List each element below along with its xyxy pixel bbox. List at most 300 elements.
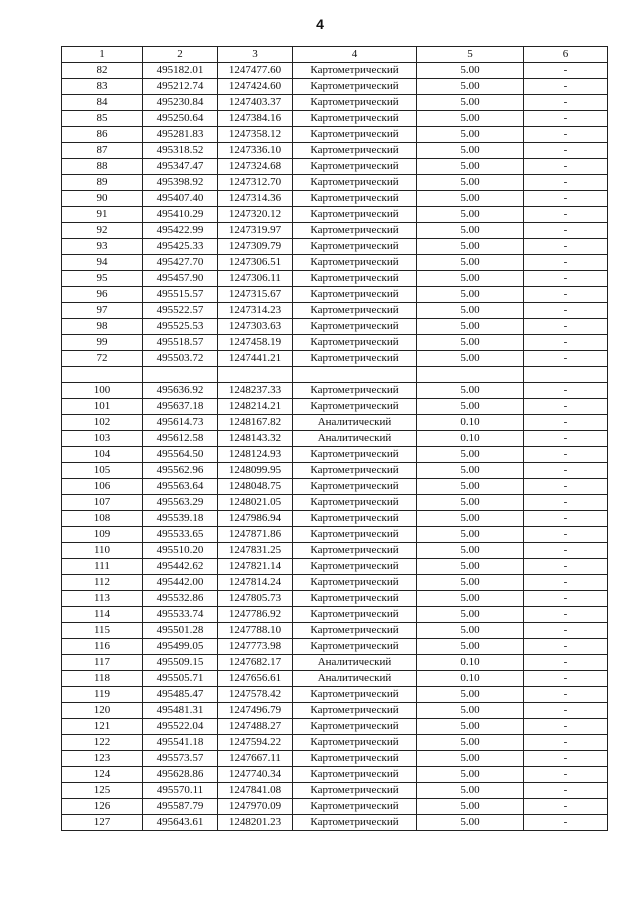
table-cell: 1247594.22: [218, 735, 293, 751]
table-cell: 495410.29: [143, 207, 218, 223]
table-cell: 125: [62, 783, 143, 799]
table-cell: Картометрический: [293, 191, 417, 207]
table-cell: 5.00: [417, 95, 524, 111]
table-cell: Картометрический: [293, 527, 417, 543]
table-cell: 95: [62, 271, 143, 287]
table-row: [62, 479, 608, 495]
table-cell: 495533.74: [143, 607, 218, 623]
table-cell: 495637.18: [143, 399, 218, 415]
table-cell: 5.00: [417, 463, 524, 479]
table-row: [62, 655, 608, 671]
table-cell: 0.10: [417, 655, 524, 671]
table-cell: 1247805.73: [218, 591, 293, 607]
table-cell: -: [524, 415, 608, 431]
table-row: [62, 335, 608, 351]
table-cell: 100: [62, 383, 143, 399]
table-cell: -: [524, 591, 608, 607]
table-cell: 5.00: [417, 527, 524, 543]
table-cell: Картометрический: [293, 719, 417, 735]
table-cell: 495212.74: [143, 79, 218, 95]
table-cell: Картометрический: [293, 495, 417, 511]
table-cell: 118: [62, 671, 143, 687]
table-cell: Аналитический: [293, 415, 417, 431]
table-cell: 1247788.10: [218, 623, 293, 639]
table-cell: -: [524, 287, 608, 303]
table-cell: 1247831.25: [218, 543, 293, 559]
table-row: [62, 607, 608, 623]
table-cell: -: [524, 239, 608, 255]
table-cell: 122: [62, 735, 143, 751]
table-row: [62, 543, 608, 559]
table-cell: 99: [62, 335, 143, 351]
table-cell: 5.00: [417, 495, 524, 511]
table-cell: 87: [62, 143, 143, 159]
column-header: 4: [293, 47, 417, 63]
table-cell: 5.00: [417, 335, 524, 351]
table-cell: [218, 367, 293, 383]
table-cell: 103: [62, 431, 143, 447]
table-cell: 495532.86: [143, 591, 218, 607]
table-cell: 124: [62, 767, 143, 783]
table-cell: 495485.47: [143, 687, 218, 703]
table-cell: 495442.00: [143, 575, 218, 591]
table-cell: 5.00: [417, 271, 524, 287]
table-cell: 1247986.94: [218, 511, 293, 527]
table-cell: 1247358.12: [218, 127, 293, 143]
table-cell: 5.00: [417, 255, 524, 271]
table-cell: 1247384.16: [218, 111, 293, 127]
table-row: [62, 431, 608, 447]
table-cell: 121: [62, 719, 143, 735]
table-cell: 495587.79: [143, 799, 218, 815]
table-row: [62, 495, 608, 511]
table-row: [62, 79, 608, 95]
table-cell: -: [524, 159, 608, 175]
table-cell: 1247841.08: [218, 783, 293, 799]
table-cell: -: [524, 255, 608, 271]
table-cell: 1247314.23: [218, 303, 293, 319]
table-cell: -: [524, 223, 608, 239]
table-cell: 495515.57: [143, 287, 218, 303]
table-cell: 1248048.75: [218, 479, 293, 495]
table-cell: Картометрический: [293, 79, 417, 95]
table-cell: Аналитический: [293, 431, 417, 447]
table-cell: 5.00: [417, 575, 524, 591]
table-cell: 5.00: [417, 223, 524, 239]
table-cell: 1248143.32: [218, 431, 293, 447]
table-row: [62, 111, 608, 127]
table-cell: 5.00: [417, 79, 524, 95]
table-cell: 495525.53: [143, 319, 218, 335]
table-row: [62, 175, 608, 191]
table-cell: 5.00: [417, 287, 524, 303]
table-cell: 84: [62, 95, 143, 111]
table-cell: 1247315.67: [218, 287, 293, 303]
table-row: [62, 735, 608, 751]
table-cell: 104: [62, 447, 143, 463]
table-cell: -: [524, 783, 608, 799]
table-cell: 5.00: [417, 447, 524, 463]
table-cell: -: [524, 751, 608, 767]
table-cell: 1247306.51: [218, 255, 293, 271]
table-cell: -: [524, 447, 608, 463]
table-cell: 1247970.09: [218, 799, 293, 815]
table-row: [62, 575, 608, 591]
table-cell: 93: [62, 239, 143, 255]
table-cell: 495230.84: [143, 95, 218, 111]
table-cell: Картометрический: [293, 207, 417, 223]
table-cell: 110: [62, 543, 143, 559]
table-row: [62, 207, 608, 223]
table-cell: Картометрический: [293, 623, 417, 639]
table-cell: -: [524, 463, 608, 479]
table-cell: 1247312.70: [218, 175, 293, 191]
table-cell: -: [524, 687, 608, 703]
table-cell: 495628.86: [143, 767, 218, 783]
table-cell: 5.00: [417, 607, 524, 623]
table-row: [62, 319, 608, 335]
table-cell: 82: [62, 63, 143, 79]
table-cell: Картометрический: [293, 271, 417, 287]
table-cell: -: [524, 671, 608, 687]
table-cell: 495643.61: [143, 815, 218, 831]
table-cell: -: [524, 335, 608, 351]
table-cell: 1247441.21: [218, 351, 293, 367]
table-cell: 5.00: [417, 591, 524, 607]
table-cell: 5.00: [417, 751, 524, 767]
table-cell: 495533.65: [143, 527, 218, 543]
table-cell: 1247871.86: [218, 527, 293, 543]
table-cell: 5.00: [417, 383, 524, 399]
table-row: [62, 191, 608, 207]
table-cell: Картометрический: [293, 111, 417, 127]
table-cell: 1248237.33: [218, 383, 293, 399]
table-cell: 1247477.60: [218, 63, 293, 79]
table-cell: 495457.90: [143, 271, 218, 287]
table-row: [62, 799, 608, 815]
table-cell: -: [524, 495, 608, 511]
table-cell: 126: [62, 799, 143, 815]
table-cell: 5.00: [417, 159, 524, 175]
table-cell: 108: [62, 511, 143, 527]
table-row: [62, 639, 608, 655]
table-cell: 5.00: [417, 399, 524, 415]
table-row: [62, 751, 608, 767]
table-cell: 5.00: [417, 639, 524, 655]
table-cell: Картометрический: [293, 95, 417, 111]
table-cell: 495501.28: [143, 623, 218, 639]
column-header: 2: [143, 47, 218, 63]
table-cell: 5.00: [417, 319, 524, 335]
table-cell: 495481.31: [143, 703, 218, 719]
table-cell: 5.00: [417, 479, 524, 495]
table-row: [62, 671, 608, 687]
table-row: [62, 815, 608, 831]
table-cell: -: [524, 623, 608, 639]
table-cell: 495182.01: [143, 63, 218, 79]
table-cell: Картометрический: [293, 63, 417, 79]
table-row: [62, 767, 608, 783]
table-row: [62, 591, 608, 607]
table-cell: Картометрический: [293, 735, 417, 751]
table-cell: 105: [62, 463, 143, 479]
table-cell: 1247458.19: [218, 335, 293, 351]
table-row: [62, 383, 608, 399]
table-cell: Картометрический: [293, 159, 417, 175]
table-cell: 5.00: [417, 175, 524, 191]
table-cell: 495564.50: [143, 447, 218, 463]
table-cell: 495522.04: [143, 719, 218, 735]
table-cell: 102: [62, 415, 143, 431]
table-cell: 1247773.98: [218, 639, 293, 655]
table-cell: 109: [62, 527, 143, 543]
table-cell: 495563.29: [143, 495, 218, 511]
table-cell: 495573.57: [143, 751, 218, 767]
table-cell: -: [524, 815, 608, 831]
table-cell: 495509.15: [143, 655, 218, 671]
table-row: [62, 287, 608, 303]
table-cell: 1248124.93: [218, 447, 293, 463]
table-cell: 1248214.21: [218, 399, 293, 415]
table-cell: 5.00: [417, 239, 524, 255]
table-cell: -: [524, 399, 608, 415]
table-row: [62, 367, 608, 383]
table-cell: Картометрический: [293, 335, 417, 351]
table-cell: 5.00: [417, 767, 524, 783]
table-cell: Картометрический: [293, 383, 417, 399]
table-cell: 495562.96: [143, 463, 218, 479]
table-cell: 1247314.36: [218, 191, 293, 207]
table-cell: -: [524, 351, 608, 367]
table-cell: 495281.83: [143, 127, 218, 143]
table-cell: 5.00: [417, 143, 524, 159]
table-cell: Аналитический: [293, 671, 417, 687]
table-cell: 1247324.68: [218, 159, 293, 175]
table-cell: Картометрический: [293, 687, 417, 703]
table-cell: 90: [62, 191, 143, 207]
table-cell: 495499.05: [143, 639, 218, 655]
table-cell: 0.10: [417, 415, 524, 431]
table-cell: 1247667.11: [218, 751, 293, 767]
table-cell: [143, 367, 218, 383]
table-cell: -: [524, 543, 608, 559]
column-header: 1: [62, 47, 143, 63]
table-cell: -: [524, 527, 608, 543]
table-cell: 5.00: [417, 735, 524, 751]
table-cell: 495422.99: [143, 223, 218, 239]
table-cell: Картометрический: [293, 751, 417, 767]
table-cell: 5.00: [417, 815, 524, 831]
table-cell: 5.00: [417, 623, 524, 639]
table-cell: 5.00: [417, 543, 524, 559]
table-cell: -: [524, 559, 608, 575]
table-cell: Картометрический: [293, 815, 417, 831]
table-cell: 1247578.42: [218, 687, 293, 703]
table-row: [62, 783, 608, 799]
table-cell: Картометрический: [293, 559, 417, 575]
table-cell: 5.00: [417, 559, 524, 575]
table-cell: Картометрический: [293, 287, 417, 303]
table-cell: Картометрический: [293, 175, 417, 191]
table-cell: 495570.11: [143, 783, 218, 799]
table-cell: Картометрический: [293, 351, 417, 367]
table-cell: 495539.18: [143, 511, 218, 527]
table-cell: 495347.47: [143, 159, 218, 175]
table-row: [62, 703, 608, 719]
table-cell: -: [524, 639, 608, 655]
table-cell: 97: [62, 303, 143, 319]
table-cell: -: [524, 719, 608, 735]
table-cell: -: [524, 143, 608, 159]
table-row: [62, 143, 608, 159]
table-cell: 495541.18: [143, 735, 218, 751]
table-cell: -: [524, 655, 608, 671]
table-cell: -: [524, 431, 608, 447]
table-cell: -: [524, 191, 608, 207]
table-cell: 495442.62: [143, 559, 218, 575]
table-cell: -: [524, 575, 608, 591]
table-cell: 495425.33: [143, 239, 218, 255]
table-cell: Картометрический: [293, 591, 417, 607]
table-row: [62, 255, 608, 271]
table-row: [62, 351, 608, 367]
table-cell: [293, 367, 417, 383]
column-header: 5: [417, 47, 524, 63]
table-cell: 495398.92: [143, 175, 218, 191]
table-cell: 106: [62, 479, 143, 495]
table-cell: 92: [62, 223, 143, 239]
table-cell: 72: [62, 351, 143, 367]
table-cell: [524, 367, 608, 383]
table-cell: -: [524, 127, 608, 143]
table-row: [62, 719, 608, 735]
table-cell: 495614.73: [143, 415, 218, 431]
table-cell: Картометрический: [293, 799, 417, 815]
table-cell: Картометрический: [293, 127, 417, 143]
table-cell: 5.00: [417, 111, 524, 127]
table-cell: -: [524, 271, 608, 287]
table-cell: 91: [62, 207, 143, 223]
table-cell: 86: [62, 127, 143, 143]
table-cell: 1247740.34: [218, 767, 293, 783]
table-cell: 113: [62, 591, 143, 607]
table-cell: 495510.20: [143, 543, 218, 559]
table-cell: Картометрический: [293, 319, 417, 335]
table-cell: 0.10: [417, 671, 524, 687]
table-cell: 123: [62, 751, 143, 767]
table-row: [62, 447, 608, 463]
table-cell: 5.00: [417, 127, 524, 143]
table-cell: 495522.57: [143, 303, 218, 319]
table-cell: 89: [62, 175, 143, 191]
table-cell: 1247336.10: [218, 143, 293, 159]
table-cell: -: [524, 111, 608, 127]
table-cell: 495407.40: [143, 191, 218, 207]
table-cell: Картометрический: [293, 783, 417, 799]
table-cell: 1247320.12: [218, 207, 293, 223]
table-cell: 114: [62, 607, 143, 623]
table-cell: 1247403.37: [218, 95, 293, 111]
page-number: 4: [316, 16, 324, 32]
table-cell: 1247682.17: [218, 655, 293, 671]
table-row: [62, 687, 608, 703]
table-row: [62, 223, 608, 239]
table-cell: -: [524, 799, 608, 815]
table-cell: 1247656.61: [218, 671, 293, 687]
table-cell: 1247424.60: [218, 79, 293, 95]
table-cell: -: [524, 767, 608, 783]
table-cell: 0.10: [417, 431, 524, 447]
table-row: [62, 159, 608, 175]
table-cell: Картометрический: [293, 543, 417, 559]
table-cell: 1248201.23: [218, 815, 293, 831]
table-row: [62, 303, 608, 319]
table-cell: 96: [62, 287, 143, 303]
column-header: 3: [218, 47, 293, 63]
table-cell: 495636.92: [143, 383, 218, 399]
table-cell: 85: [62, 111, 143, 127]
column-header: 6: [524, 47, 608, 63]
table-cell: 5.00: [417, 351, 524, 367]
table-cell: [417, 367, 524, 383]
table-cell: 1247496.79: [218, 703, 293, 719]
table-cell: Картометрический: [293, 479, 417, 495]
table-cell: 1248021.05: [218, 495, 293, 511]
table-cell: Картометрический: [293, 303, 417, 319]
table-cell: Картометрический: [293, 239, 417, 255]
table-cell: 98: [62, 319, 143, 335]
table-cell: -: [524, 303, 608, 319]
table-cell: Аналитический: [293, 655, 417, 671]
table-row: [62, 415, 608, 431]
table-cell: Картометрический: [293, 767, 417, 783]
table-cell: 111: [62, 559, 143, 575]
table-cell: Картометрический: [293, 607, 417, 623]
table-cell: Картометрический: [293, 447, 417, 463]
table-cell: 83: [62, 79, 143, 95]
table-row: [62, 271, 608, 287]
table-cell: 101: [62, 399, 143, 415]
table-cell: 120: [62, 703, 143, 719]
table-cell: 5.00: [417, 207, 524, 223]
table-cell: 495505.71: [143, 671, 218, 687]
table-cell: -: [524, 63, 608, 79]
table-cell: 1247786.92: [218, 607, 293, 623]
table-row: [62, 559, 608, 575]
table-cell: 495427.70: [143, 255, 218, 271]
table-cell: 116: [62, 639, 143, 655]
table-cell: 1247319.97: [218, 223, 293, 239]
table-cell: 1247309.79: [218, 239, 293, 255]
table-row: [62, 127, 608, 143]
table-cell: 107: [62, 495, 143, 511]
table-cell: 119: [62, 687, 143, 703]
table-cell: Картометрический: [293, 511, 417, 527]
table-row: [62, 511, 608, 527]
table-cell: 495518.57: [143, 335, 218, 351]
table-cell: Картометрический: [293, 575, 417, 591]
coordinates-table: [61, 46, 608, 831]
table-cell: -: [524, 95, 608, 111]
table-row: [62, 95, 608, 111]
table-header-row: [62, 47, 608, 63]
table-cell: -: [524, 607, 608, 623]
table-cell: Картометрический: [293, 463, 417, 479]
table-cell: 1247814.24: [218, 575, 293, 591]
table-cell: 495318.52: [143, 143, 218, 159]
table-cell: 94: [62, 255, 143, 271]
table-cell: [62, 367, 143, 383]
